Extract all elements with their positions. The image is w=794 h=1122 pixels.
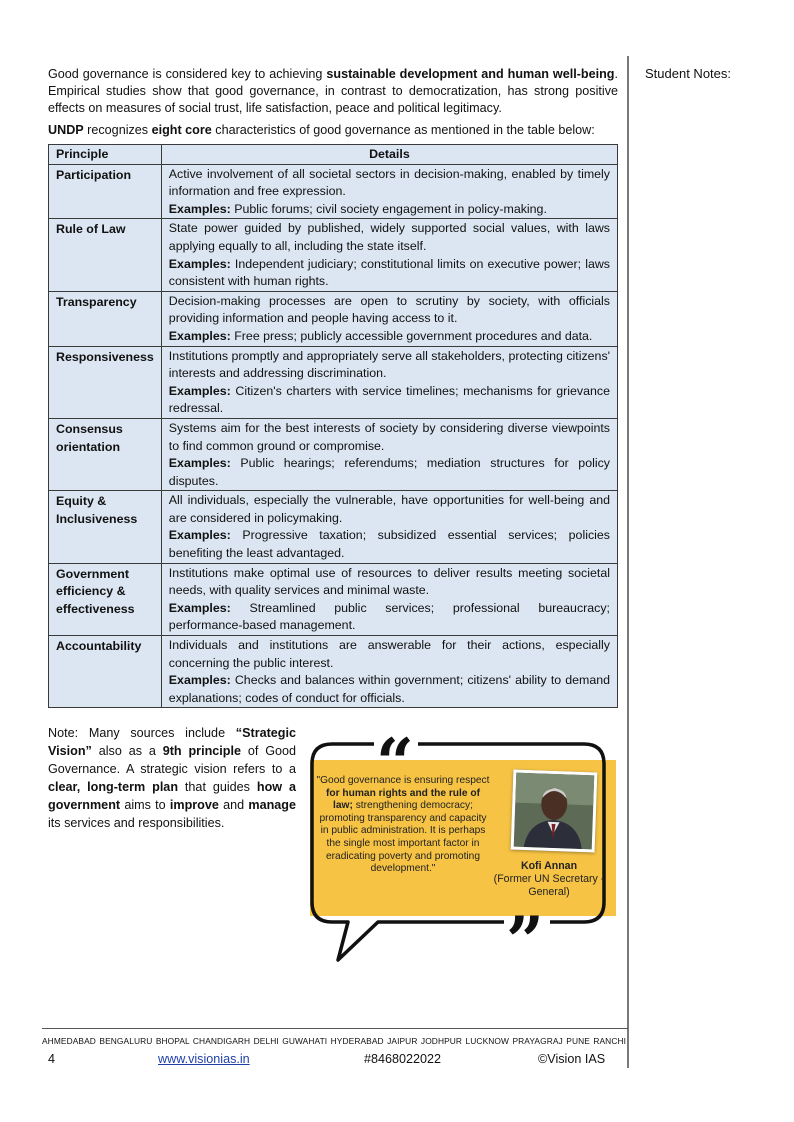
examples-text: Public hearings; referendums; mediation structures for policy disputes. [168,456,610,488]
table-row [49,291,618,346]
quote-attribution [486,860,612,899]
examples-line [169,383,610,418]
details-text: Individuals and institutions are answerable for their actions, especially concerning the public interest. [168,638,610,670]
page-number: 4 [48,1052,56,1066]
close-quote-icon: ” [506,902,544,974]
details-text: Systems aim for the best interests of society by considering diverse viewpoints to find common ground or compromise. [168,420,610,453]
header-details: Details [161,145,617,165]
principle-cell: Responsiveness [49,346,162,418]
examples-label: Examples: [168,201,231,216]
examples-line [169,672,610,707]
principle-cell: Equity & Inclusiveness [49,491,162,563]
intro-paragraph: Good governance is considered key to achieving sustainable development and human well-being. Empirical studies show that good governance, in contrast to democratization, has strong positive effects on measures of social trust, life satisfaction, peace and political legitimacy. [48,67,618,115]
open-quote-icon: “ [376,724,414,802]
principle-cell: Consensus orientation [49,418,162,490]
examples-text: Free press; publicly accessible government procedures and data. [234,328,593,343]
details-text: Institutions promptly and appropriately serve all stakeholders, protecting citizens' interests and addressing discrimination. [168,348,610,381]
principle-cell: Government efficiency & effectiveness [49,563,162,635]
examples-label: Examples: [168,256,231,271]
details-cell [161,563,617,635]
quote-text: "Good governance is ensuring respect for human rights and the rule of law; strengthening democracy; promoting transparency and capacity in public administration. It is perhaps the single most important factor in eradicating poverty and promoting development." [316,775,490,875]
phone-number: #8468022022 [364,1052,442,1066]
examples-line [169,328,610,346]
table-row [49,346,618,418]
principle-cell: Participation [49,164,162,219]
details-text: State power guided by published, widely supported social values, with laws applying equally to all, including the state itself. [168,221,610,253]
principle-cell: Accountability [49,636,162,708]
details-text: Decision-making processes are open to scrutiny by society, with officials providing information and people having access to it. [168,293,610,326]
copyright: ©Vision IAS [538,1052,606,1066]
principle-cell: Transparency [49,291,162,346]
examples-line [169,455,610,490]
details-cell [161,636,617,708]
details-cell [161,346,617,418]
details-cell [161,164,617,219]
table-row [49,418,618,490]
student-notes-label: Student Notes: [645,66,731,81]
strategic-vision-note: Note: Many sources include “Strategic Vision” also as a 9th principle of Good Governance. A strategic vision refers to a clear, long-term plan that guides how a government aims to improve and manage its services and responsibilities. [48,726,297,830]
examples-label: Examples: [168,673,231,688]
details-cell [161,219,617,291]
examples-line [169,600,610,635]
examples-text: Streamlined public services; professional bureaucracy; performance-based management. [168,600,610,633]
website-link[interactable]: www.visionias.in [158,1052,250,1066]
details-text: Institutions make optimal use of resources to deliver results meeting societal needs, with quality services and minimal waste. [168,565,610,598]
examples-label: Examples: [168,328,231,343]
examples-line [169,527,610,562]
examples-label: Examples: [168,456,231,471]
table-row [49,563,618,635]
table-row [49,164,618,219]
table-row [49,491,618,563]
footer-cities: AHMEDABAD BENGALURU BHOPAL CHANDIGARH DELHI GUWAHATI HYDERABAD JAIPUR JODHPUR LUCKNOW PRAYAGRAJ PUNE RANCHI [42,1028,628,1046]
examples-label: Examples: [168,383,231,398]
main-content [48,66,618,708]
author-role: (Former UN Secretary -General) [493,873,605,898]
examples-label: Examples: [168,600,231,615]
details-text: All individuals, especially the vulnerable, have opportunities for well-being and are considered in policymaking. [168,493,610,525]
examples-text: Checks and balances within government; citizens' ability to demand explanations; codes of conduct for officials. [168,673,610,705]
table-row [49,219,618,291]
header-principle: Principle [49,145,162,165]
author-name: Kofi Annan [520,860,578,872]
details-cell [161,491,617,563]
details-text: Active involvement of all societal sectors in decision-making, enabled by timely information and free expression. [168,166,610,199]
examples-line [169,201,610,219]
examples-line [169,256,610,291]
governance-table [48,144,618,708]
margin-divider [627,56,629,1068]
table-row [49,636,618,708]
examples-text: Independent judiciary; constitutional limits on executive power; laws consistent with human rights. [168,256,610,289]
details-cell [161,418,617,490]
undp-paragraph: UNDP recognizes eight core characteristics of good governance as mentioned in the table below: [48,123,595,137]
details-cell [161,291,617,346]
examples-text: Progressive taxation; subsidized essential services; policies benefiting the least advantaged. [168,528,610,561]
kofi-annan-portrait [511,770,598,853]
principle-cell: Rule of Law [49,219,162,291]
portrait-image [514,773,595,850]
table-header-row [49,145,618,165]
examples-text: Citizen's charters with service timelines; mechanisms for grievance redressal. [168,383,610,416]
examples-label: Examples: [168,528,231,543]
examples-text: Public forums; civil society engagement in policy-making. [234,201,547,216]
